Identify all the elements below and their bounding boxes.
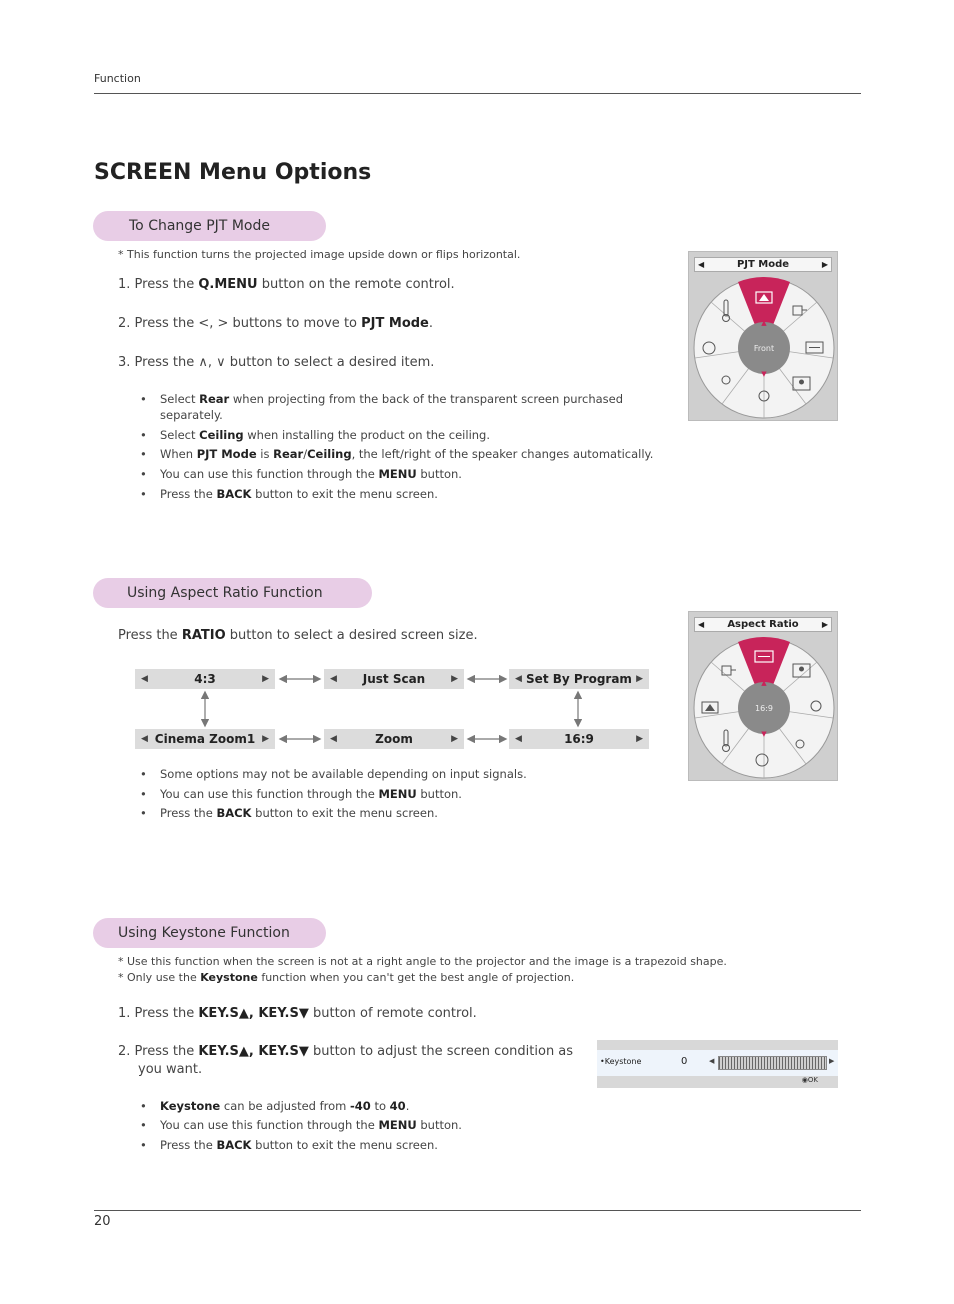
pjt-bullet-ceiling: • Select Ceiling when installing the product on the ceiling. (140, 428, 490, 442)
footer-rule (94, 1210, 861, 1211)
osd-right-arrow-icon: ▶ (821, 260, 828, 269)
left-arrow-icon: ◀ (515, 734, 522, 744)
keystone-step-1: 1. Press the KEY.S▲, KEY.S▼ button of remote control. (118, 1006, 477, 1021)
aspect-osd-dial (692, 636, 836, 780)
pjt-step-2: 2. Press the <, > buttons to move to PJT Mode. (118, 316, 434, 331)
right-arrow-icon: ▶ (636, 734, 643, 744)
page-title: SCREEN Menu Options (94, 160, 372, 185)
keystone-step-2: 2. Press the KEY.S▲, KEY.S▼ button to adjust the screen condition as (118, 1044, 574, 1059)
section-label: Function (94, 72, 141, 85)
ratio-option-4-3: ◀ 4:3 ▶ (135, 669, 275, 689)
slider-left-arrow-icon: ◀ (709, 1057, 715, 1065)
keystone-bullet-range: • Keystone can be adjusted from -40 to 40. (140, 1099, 409, 1113)
aspect-bullet-menu: • You can use this function through the MENU button. (140, 787, 462, 801)
pjt-bullet-speaker: • When PJT Mode is Rear/Ceiling, the left/right of the speaker changes automatically. (140, 447, 653, 461)
slider-right-arrow-icon: ▶ (829, 1057, 835, 1065)
aspect-osd-titlebar (694, 617, 832, 632)
header-rule (94, 93, 861, 94)
left-arrow-icon: ◀ (141, 674, 148, 684)
pjt-heading: To Change PJT Mode (93, 211, 326, 241)
ratio-option-just-scan: ◀ Just Scan ▶ (324, 669, 464, 689)
ok-button-hint: ◉OK (801, 1076, 818, 1084)
keystone-bullet-menu: • You can use this function through the MENU button. (140, 1118, 462, 1132)
left-arrow-icon: ◀ (330, 674, 337, 684)
aspect-bullet-signals: • Some options may not be available depending on input signals. (140, 767, 527, 781)
left-arrow-icon: ◀ (330, 734, 337, 744)
pjt-osd-panel (688, 251, 838, 421)
pjt-step-3: 3. Press the ∧, ∨ button to select a desired item. (118, 355, 435, 370)
svg-text:▼: ▼ (761, 370, 767, 378)
left-arrow-icon: ◀ (141, 734, 148, 744)
pjt-bullet-rear-cont: separately. (160, 408, 223, 422)
aspect-heading: Using Aspect Ratio Function (93, 578, 372, 608)
keystone-heading: Using Keystone Function (93, 918, 326, 948)
right-arrow-icon: ▶ (636, 674, 643, 684)
pjt-bullet-menu: • You can use this function through the MENU button. (140, 467, 462, 481)
pjt-osd-center: Front (753, 344, 775, 353)
keystone-step-2-cont: you want. (138, 1062, 203, 1077)
left-arrow-icon: ◀ (515, 674, 522, 684)
keystone-slider (718, 1056, 827, 1070)
ratio-option-16-9: ◀ 16:9 ▶ (509, 729, 649, 749)
pjt-step-1: 1. Press the Q.MENU button on the remote control. (118, 277, 455, 292)
pjt-bullet-rear: • Select Rear when projecting from the back of the transparent screen purchased (140, 392, 623, 406)
aspect-osd-title: Aspect Ratio (727, 619, 799, 630)
right-arrow-icon: ▶ (451, 734, 458, 744)
ratio-option-set-by-program: ◀ Set By Program ▶ (509, 669, 649, 689)
ratio-option-cinema-zoom1: ◀ Cinema Zoom1 ▶ (135, 729, 275, 749)
keystone-note-1: * Use this function when the screen is not at a right angle to the projector and the image is a trapezoid shape. (118, 955, 727, 968)
pjt-osd-dial (692, 276, 836, 420)
osd-left-arrow-icon: ◀ (698, 260, 705, 269)
keystone-osd-label: •Keystone (600, 1057, 642, 1066)
osd-left-arrow-icon: ◀ (698, 620, 705, 629)
pjt-osd-title: PJT Mode (736, 259, 790, 270)
right-arrow-icon: ▶ (262, 734, 269, 744)
pjt-note: * This function turns the projected image upside down or flips horizontal. (118, 248, 521, 261)
right-arrow-icon: ▶ (451, 674, 458, 684)
pjt-bullet-back: • Press the BACK button to exit the menu screen. (140, 487, 438, 501)
svg-text:▲: ▲ (761, 319, 767, 327)
aspect-osd-panel (688, 611, 838, 781)
keystone-osd-panel (597, 1040, 838, 1088)
svg-text:▼: ▼ (761, 730, 767, 738)
right-arrow-icon: ▶ (262, 674, 269, 684)
keystone-osd-row (597, 1050, 838, 1076)
aspect-intro: Press the RATIO button to select a desired screen size. (118, 628, 478, 643)
osd-right-arrow-icon: ▶ (821, 620, 828, 629)
aspect-bullet-back: • Press the BACK button to exit the menu screen. (140, 806, 438, 820)
page-number: 20 (94, 1214, 111, 1229)
keystone-bullet-back: • Press the BACK button to exit the menu screen. (140, 1138, 438, 1152)
svg-text:▲: ▲ (761, 679, 767, 687)
ratio-flow-arrows (135, 669, 650, 749)
keystone-note-2: * Only use the Keystone function when you can't get the best angle of projection. (118, 971, 575, 984)
ratio-option-zoom: ◀ Zoom ▶ (324, 729, 464, 749)
keystone-osd-value: 0 (681, 1056, 688, 1067)
aspect-osd-center: 16:9 (755, 704, 773, 713)
pjt-osd-titlebar (694, 257, 832, 272)
